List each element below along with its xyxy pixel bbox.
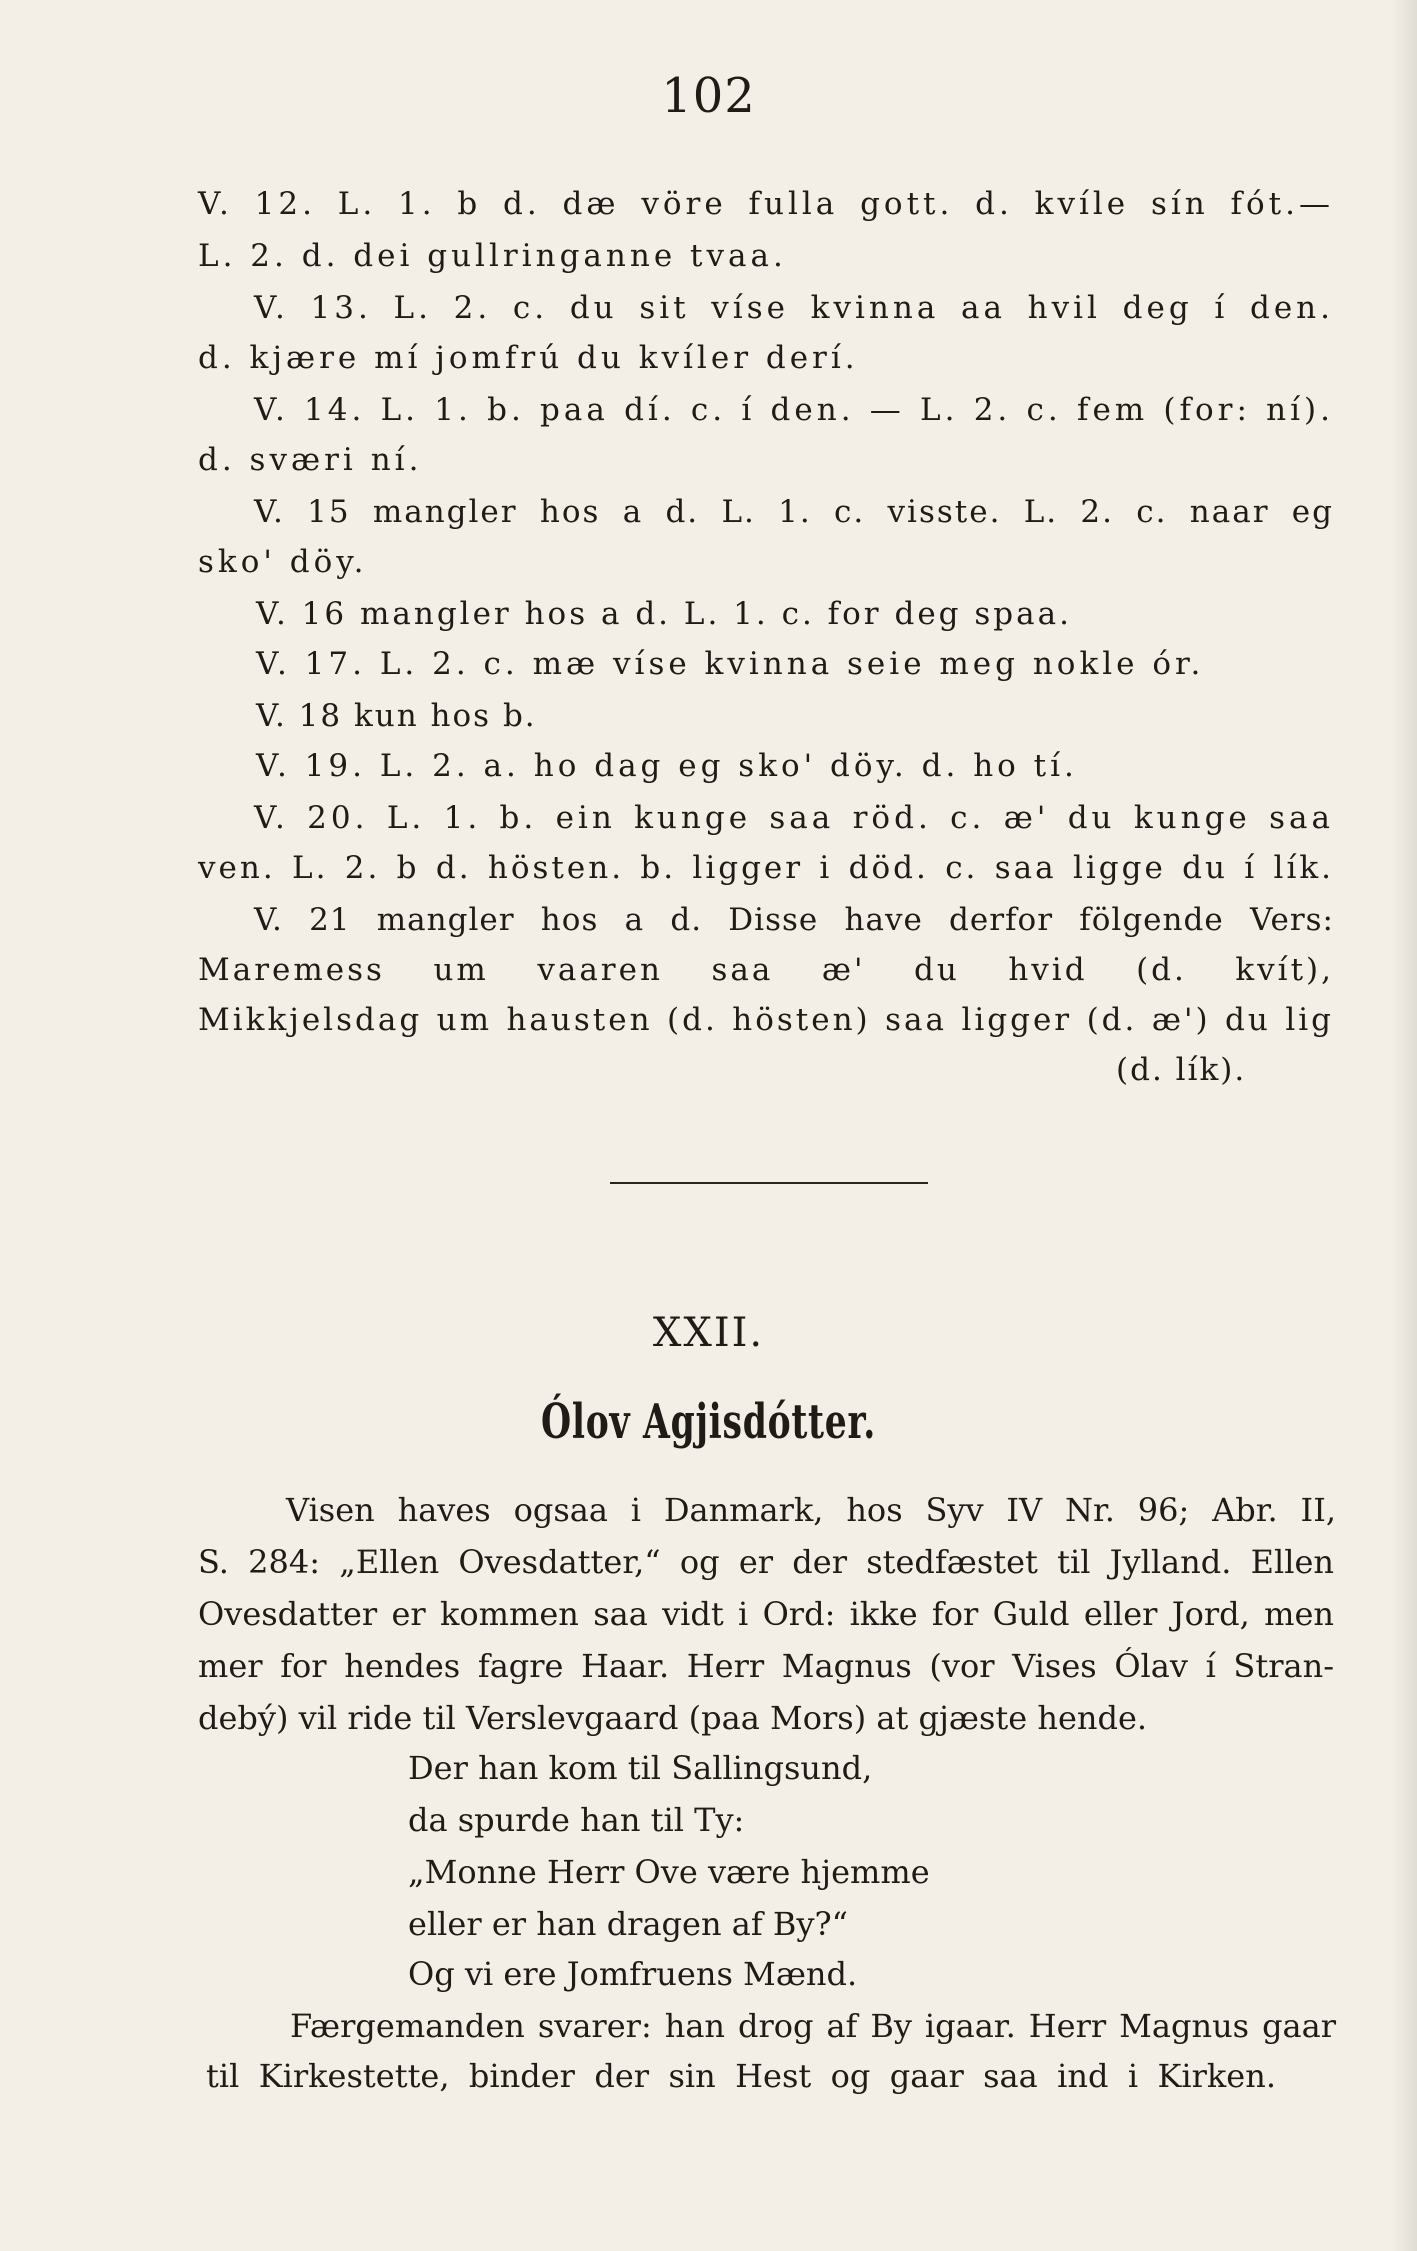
text-line: Færgemanden svarer: han drog af By igaar. Herr Magnus gaar <box>290 2007 1336 2045</box>
text-line: til Kirkestette, binder der sin Hest og gaar saa ind i Kirken. <box>206 2057 1276 2095</box>
variant-line: V. 21 mangler hos a d. Disse have derfor fölgende Vers: <box>254 902 1334 938</box>
variant-line: V. 15 mangler hos a d. L. 1. c. visste. L. 2. c. naar eg <box>254 494 1334 530</box>
variant-line: L. 2. d. dei gullringanne tvaa. <box>198 238 787 274</box>
text-line: Ovesdatter er kommen saa vidt i Ord: ikke for Guld eller Jord, men <box>198 1595 1334 1633</box>
verse-line: (d. lík). <box>1116 1052 1247 1088</box>
chapter-number: XXII. <box>652 1310 765 1356</box>
verse-line: da spurde han til Ty: <box>408 1801 745 1839</box>
variant-line: ven. L. 2. b d. hösten. b. ligger i död. c. saa ligge du í lík. <box>198 850 1334 886</box>
variant-line: V. 12. L. 1. b d. dæ vöre fulla gott. d. kvíle sín fót.— <box>198 186 1334 222</box>
text-line: mer for hendes fagre Haar. Herr Magnus (vor Vises Ólav í Stran- <box>198 1647 1334 1685</box>
page-gutter-shadow <box>1391 0 1417 2251</box>
variant-line: V. 14. L. 1. b. paa dí. c. í den. — L. 2. c. fem (for: ní). <box>254 392 1334 428</box>
page-number: 102 <box>661 68 756 124</box>
verse-line: Der han kom til Sallingsund, <box>408 1749 873 1787</box>
chapter-title: Ólov Agjisdótter. <box>541 1394 876 1450</box>
verse-line: eller er han dragen af By?“ <box>408 1905 848 1943</box>
variant-line: d. sværi ní. <box>198 442 423 478</box>
verse-line: Og vi ere Jomfruens Mænd. <box>408 1955 858 1993</box>
verse-line: Mikkjelsdag um hausten (d. hösten) saa ligger (d. æ') du lig <box>198 1002 1334 1038</box>
variant-line: V. 18 kun hos b. <box>256 698 537 734</box>
verse-line: „Monne Herr Ove være hjemme <box>408 1853 930 1891</box>
variant-line: V. 20. L. 1. b. ein kunge saa röd. c. æ' du kunge saa <box>254 800 1334 836</box>
variant-line: V. 13. L. 2. c. du sit víse kvinna aa hvil deg í den. <box>254 290 1334 326</box>
variant-line: d. kjære mí jomfrú du kvíler derí. <box>198 340 859 376</box>
verse-line: Maremess um vaaren saa æ' du hvid (d. kvít), <box>198 952 1334 988</box>
text-line: S. 284: „Ellen Ovesdatter,“ og er der stedfæstet til Jylland. Ellen <box>198 1543 1334 1581</box>
variant-line: V. 19. L. 2. a. ho dag eg sko' döy. d. ho tí. <box>256 748 1078 784</box>
variant-line: sko' döy. <box>198 544 368 580</box>
variant-line: V. 17. L. 2. c. mæ víse kvinna seie meg nokle ór. <box>256 646 1205 682</box>
variant-line: V. 16 mangler hos a d. L. 1. c. for deg spaa. <box>256 596 1072 632</box>
section-divider <box>610 1182 928 1184</box>
text-line: Visen haves ogsaa i Danmark, hos Syv IV Nr. 96; Abr. II, <box>286 1491 1336 1529</box>
text-line: debý) vil ride til Verslevgaard (paa Mors) at gjæste hende. <box>198 1699 1148 1737</box>
